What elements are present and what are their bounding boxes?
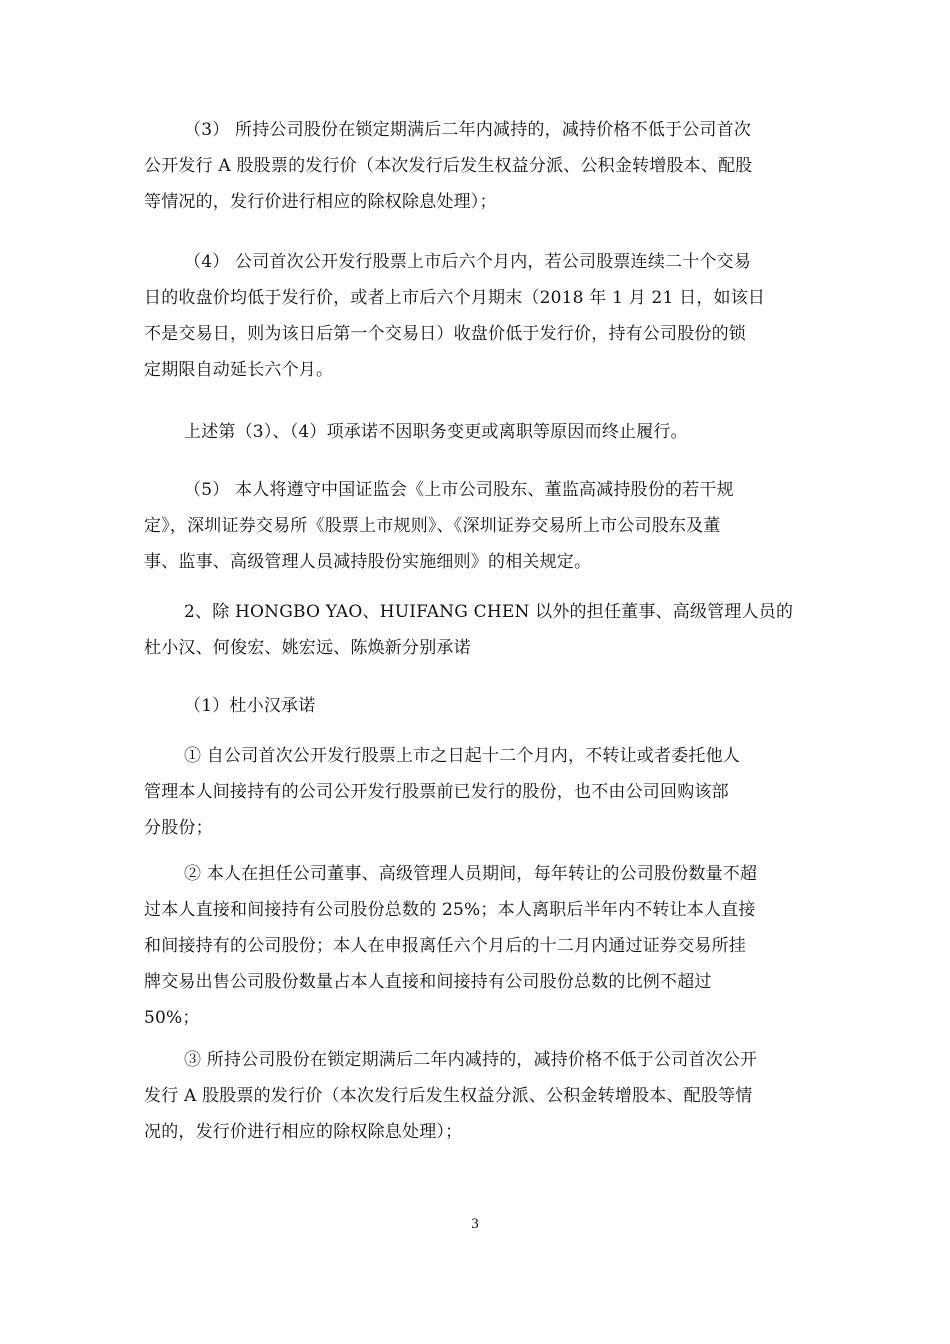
text-line: 不是交易日，则为该日后第一个交易日）收盘价低于发行价，持有公司股份的锁 <box>144 324 746 344</box>
text-line: （4） 公司首次公开发行股票上市后六个月内，若公司股票连续二十个交易 <box>184 252 752 272</box>
text-line: 定》，深圳证券交易所《股票上市规则》、《深圳证券交易所上市公司股东及董 <box>144 516 721 536</box>
paragraph-commitment-note <box>144 414 834 450</box>
text-line: 事、监事、高级管理人员减持股份实施细则》的相关规定。 <box>144 552 592 572</box>
page-number: 3 <box>471 1216 479 1232</box>
text-line: 和间接持有的公司股份；本人在申报离任六个月后的十二月内通过证券交易所挂 <box>144 936 746 956</box>
text-line: （3） 所持公司股份在锁定期满后二年内减持的，减持价格不低于公司首次 <box>184 120 752 140</box>
text-line: 50%； <box>144 1008 200 1028</box>
text-line: （1）杜小汉承诺 <box>184 696 316 716</box>
commitment-item-1 <box>144 738 834 846</box>
commitment-item-2 <box>144 856 834 1036</box>
text-line: ① 自公司首次公开发行股票上市之日起十二个月内，不转让或者委托他人 <box>184 746 741 766</box>
text-line: 上述第（3）、（4）项承诺不因职务变更或离职等原因而终止履行。 <box>184 422 688 442</box>
paragraph-4-lockup-extension <box>144 244 834 388</box>
text-line: 管理本人间接持有的公司公开发行股票前已发行的股份，也不由公司回购该部 <box>144 782 729 802</box>
text-line: 日的收盘价均低于发行价，或者上市后六个月期末（2018 年 1 月 21 日，如该日 <box>144 288 766 308</box>
text-line: ③ 所持公司股份在锁定期满后二年内减持的，减持价格不低于公司首次公开 <box>184 1050 758 1070</box>
text-line: 杜小汉、何俊宏、姚宏远、陈焕新分别承诺 <box>144 638 471 658</box>
text-line: 牌交易出售公司股份数量占本人直接和间接持有公司股份总数的比例不超过 <box>144 972 712 992</box>
text-line: （5） 本人将遵守中国证监会《上市公司股东、董监高减持股份的若干规 <box>184 480 734 500</box>
text-line: 况的，发行价进行相应的除权除息处理）； <box>144 1122 463 1142</box>
text-line: ② 本人在担任公司董事、高级管理人员期间，每年转让的公司股份数量不超 <box>184 864 758 884</box>
text-line: 2、除 HONGBO YAO、HUIFANG CHEN 以外的担任董事、高级管理人员的 <box>184 602 794 622</box>
commitment-item-3 <box>144 1042 834 1150</box>
text-line: 发行 A 股股票的发行价（本次发行后发生权益分派、公积金转增股本、配股等情 <box>144 1086 753 1106</box>
text-line: 过本人直接和间接持有公司股份总数的 25%；本人离职后半年内不转让本人直接 <box>144 900 756 920</box>
section-2-heading <box>144 594 834 666</box>
text-line: 等情况的，发行价进行相应的除权除息处理）； <box>144 192 497 212</box>
text-line: 分股份； <box>144 818 213 838</box>
subsection-1-heading <box>144 688 834 724</box>
paragraph-3-reduction-price <box>144 112 834 220</box>
paragraph-5-regulations <box>144 472 834 580</box>
text-line: 定期限自动延长六个月。 <box>144 360 334 380</box>
text-line: 公开发行 A 股股票的发行价（本次发行后发生权益分派、公积金转增股本、配股 <box>144 156 753 176</box>
